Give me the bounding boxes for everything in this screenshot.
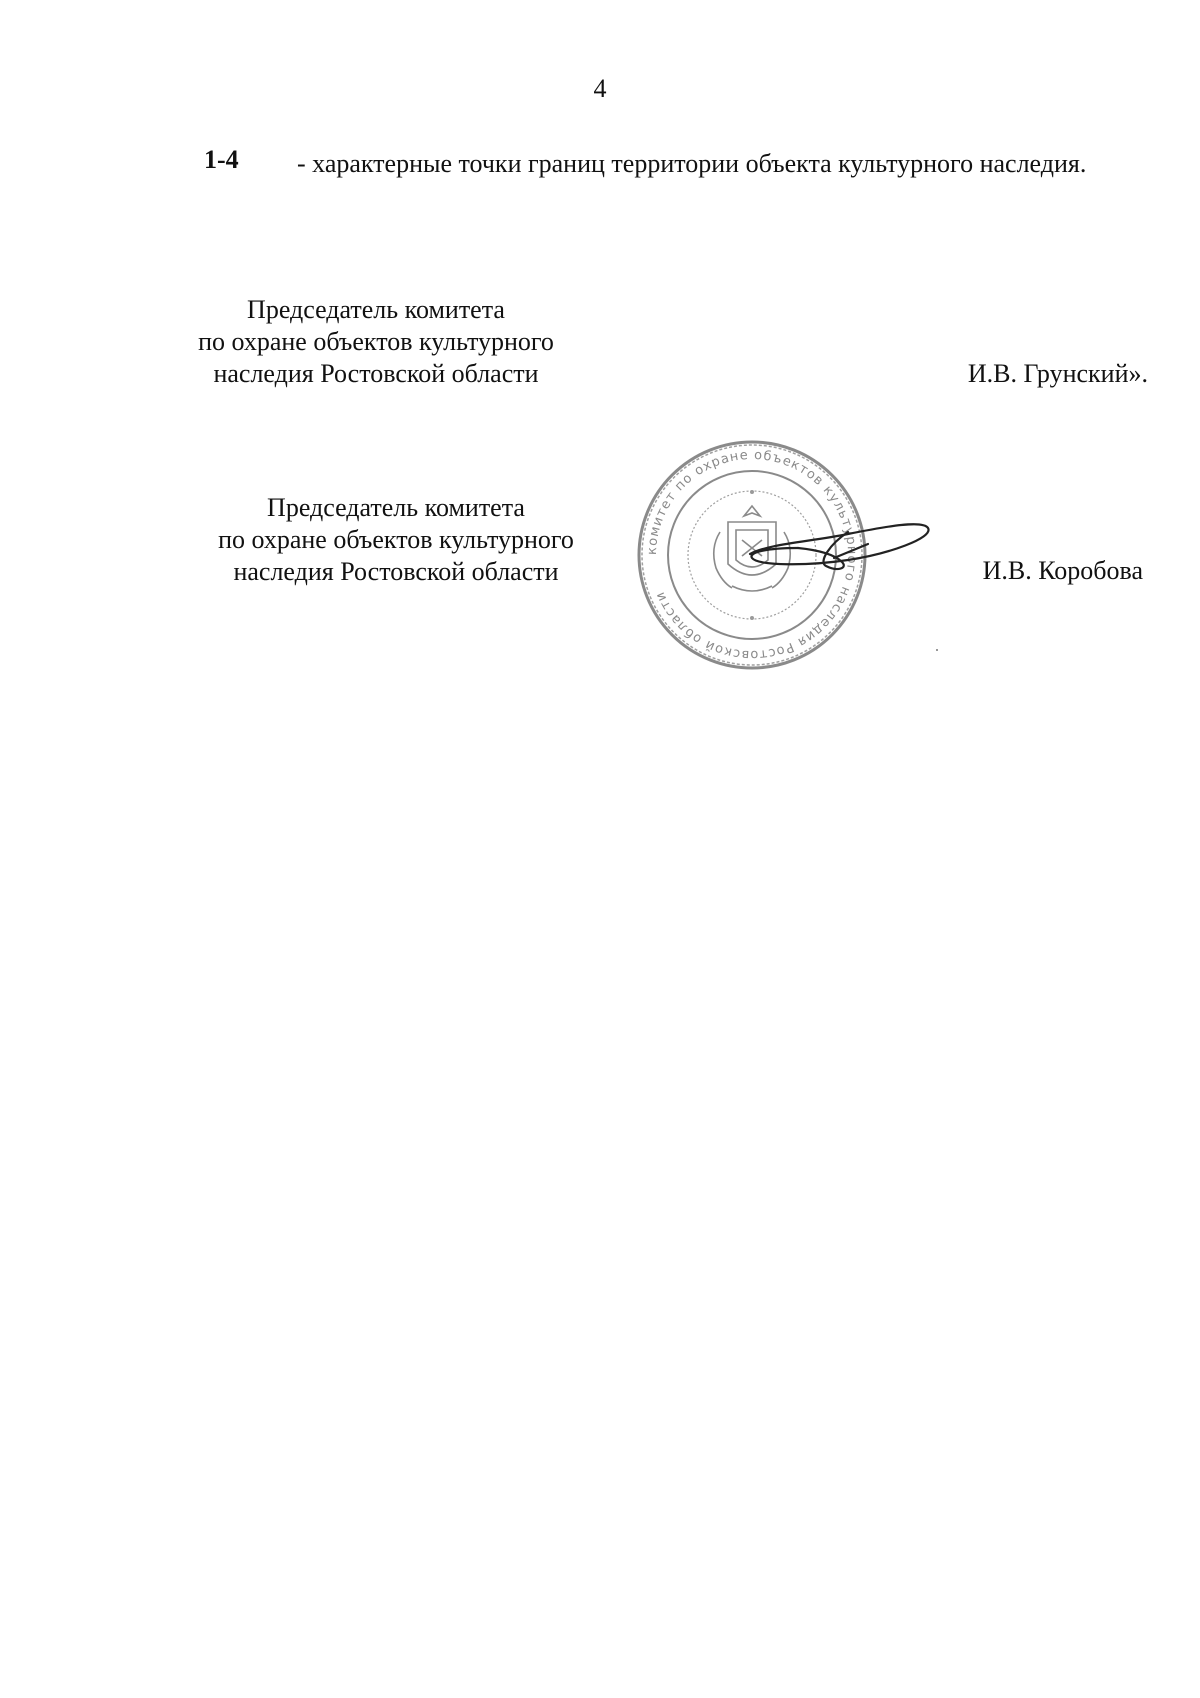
signature-block-position-1 <box>168 294 584 390</box>
signature-block-position-2 <box>188 492 604 588</box>
position-line: наследия Ростовской области <box>213 359 539 388</box>
legend-description: - характерные точки границ территории объекта культурного наследия. <box>297 149 1087 178</box>
signer-name-2: И.В. Коробова <box>982 556 1143 585</box>
seal-ring-text: комитет по охране объектов культурного наследия Ростовской области <box>644 447 860 663</box>
legend-key: 1-4 <box>204 145 239 174</box>
page-number: 4 <box>593 74 607 103</box>
position-line: по охране объектов культурного <box>198 327 554 356</box>
position-line: наследия Ростовской области <box>233 557 559 586</box>
position-line: по охране объектов культурного <box>218 525 574 554</box>
signer-name-1: И.В. Грунский». <box>967 359 1148 388</box>
handwritten-signature-icon <box>738 514 938 584</box>
position-line: Председатель комитета <box>267 493 525 522</box>
position-line: Председатель комитета <box>247 295 505 324</box>
scan-dot <box>936 649 938 651</box>
